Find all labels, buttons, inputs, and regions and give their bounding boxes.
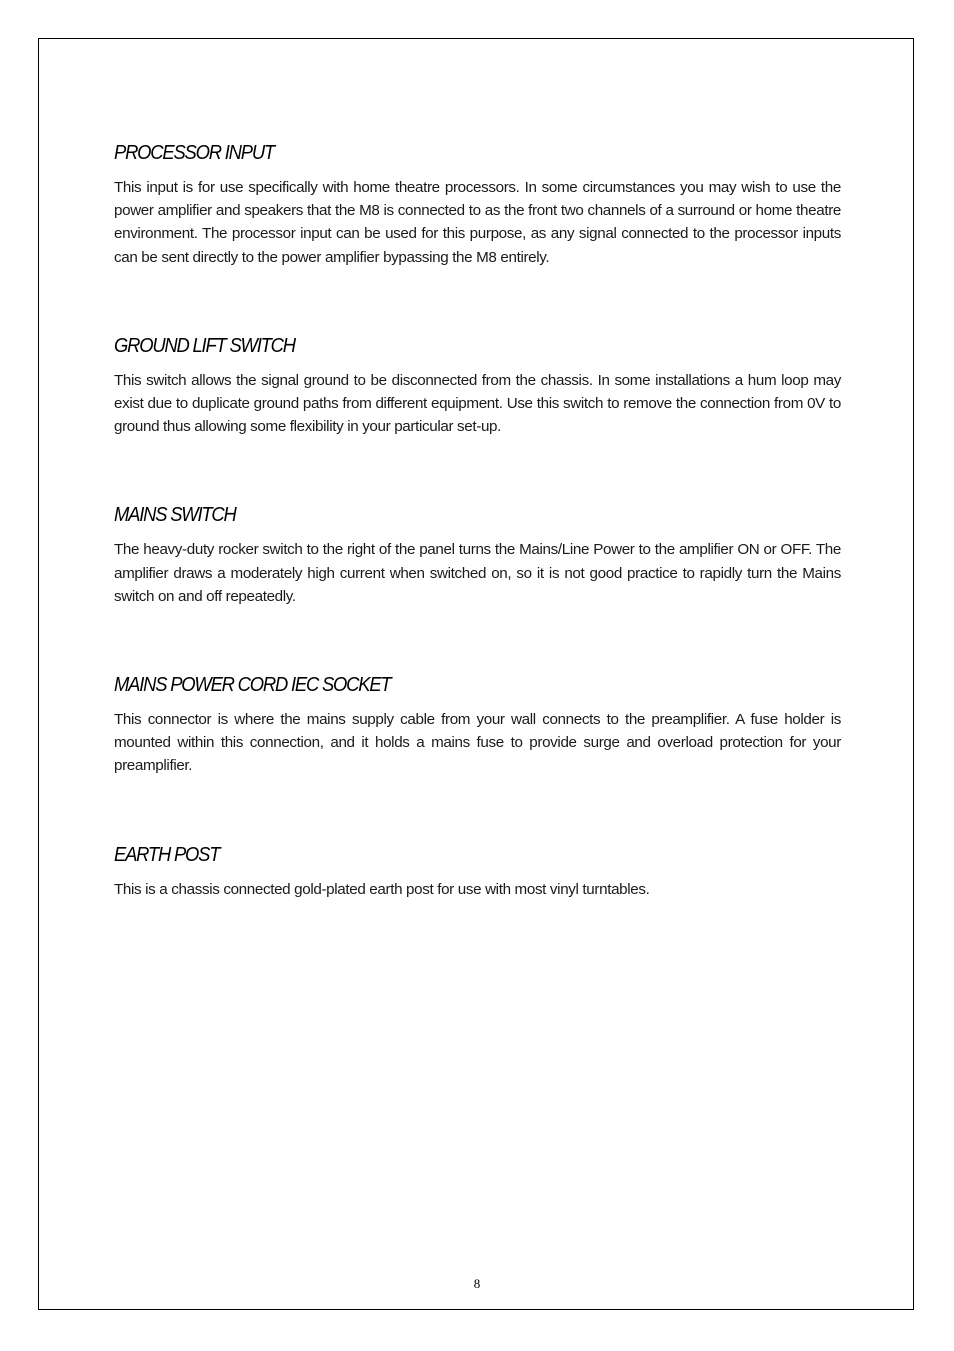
section-earth-post	[114, 842, 841, 901]
section-heading: MAINS SWITCH	[114, 504, 236, 527]
section-body: This switch allows the signal ground to be disconnected from the chassis. In some installations a hum loop may exist due to duplicate ground paths from different equipment. Use this switch to remove the connection from 0V to ground thus allowing some flexibility in your particular set-up.	[114, 371, 841, 436]
section-heading: MAINS POWER CORD IEC SOCKET	[114, 674, 391, 697]
section-body: This is a chassis connected gold-plated earth post for use with most vinyl turntables.	[114, 880, 650, 898]
section-body: The heavy-duty rocker switch to the right of the panel turns the Mains/Line Power to the amplifier ON or OFF. The amplifier draws a moderately high current when switched on, so it is not good practice to rapidly turn the Mains switch on and off repeatedly.	[114, 541, 841, 605]
section-heading: GROUND LIFT SWITCH	[114, 334, 295, 357]
section-mains-power-cord-iec-socket	[114, 672, 841, 778]
section-body: This connector is where the mains supply cable from your wall connects to the preamplifier. A fuse holder is mounted within this connection, and it holds a mains fuse to provide surge and overload protection for your preamplifier.	[114, 711, 841, 775]
section-heading: PROCESSOR INPUT	[114, 142, 274, 164]
section-mains-switch	[114, 502, 841, 608]
section-processor-input	[114, 140, 841, 269]
page-content	[114, 140, 841, 901]
page-number: 8	[473, 1276, 481, 1291]
section-ground-lift-switch	[114, 333, 841, 439]
section-heading: EARTH POST	[114, 843, 220, 866]
section-body: This input is for use specifically with home theatre processors. In some circumstances you may wish to use the power amplifier and speakers that the M8 is connected to as the front two channels of a surround or home theatre environment. The processor input can be used for this purpose, as any signal connected to the processor inputs can be sent directly to the power amplifier bypassing the M8 entirely.	[114, 179, 841, 266]
